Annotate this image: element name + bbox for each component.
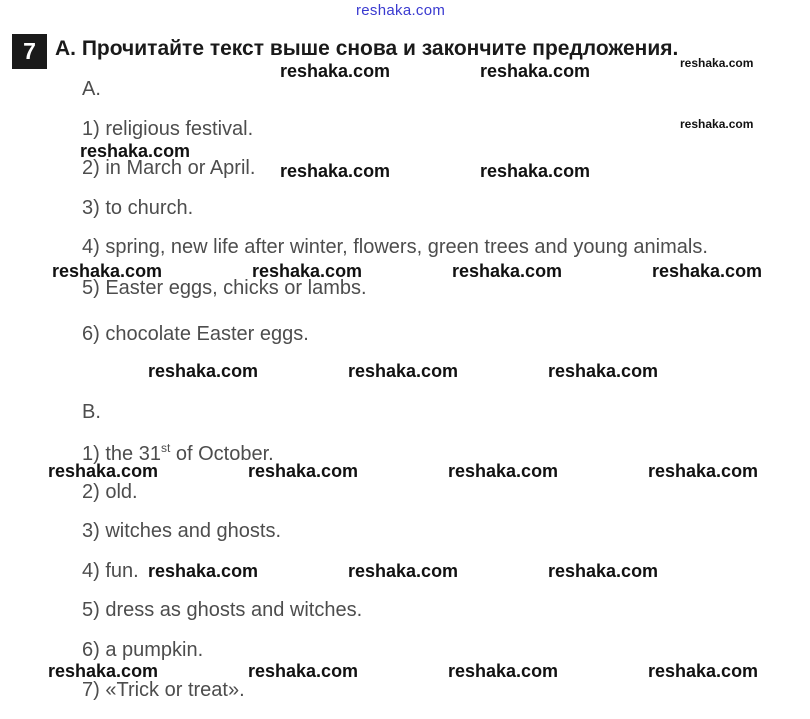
watermark: reshaka.com xyxy=(80,141,191,161)
watermark: reshaka.com xyxy=(448,661,559,681)
watermark: reshaka.com xyxy=(148,361,259,381)
answer-b-1-prefix: 1) the 31 xyxy=(82,443,161,465)
watermark: reshaka.com xyxy=(348,561,459,581)
section-a-label: A. xyxy=(82,78,101,100)
task-heading: A. Прочитайте текст выше снова и закончите предложения. xyxy=(55,37,679,60)
answer-b-5: 5) dress as ghosts and witches. xyxy=(82,599,363,621)
watermark: reshaka.com xyxy=(448,461,559,481)
watermark: reshaka.com xyxy=(48,461,159,481)
watermark: reshaka.com xyxy=(548,561,659,581)
answer-a-6: 6) chocolate Easter eggs. xyxy=(82,323,309,345)
watermark: reshaka.com xyxy=(252,261,363,281)
answer-b-2: 2) old. xyxy=(82,481,138,503)
watermark: reshaka.com xyxy=(480,161,591,181)
answer-a-5: 5) Easter eggs, chicks or lambs. xyxy=(82,277,367,299)
watermark: reshaka.com xyxy=(480,61,591,81)
answer-a-4: 4) spring, new life after winter, flowers, green trees and young animals. xyxy=(82,236,708,258)
watermark: reshaka.com xyxy=(248,661,359,681)
answer-b-1-ordinal: st xyxy=(160,441,171,455)
watermark: reshaka.com xyxy=(648,661,759,681)
answer-b-4: 4) fun. xyxy=(82,560,139,582)
site-url-header: reshaka.com xyxy=(356,2,446,19)
watermark: reshaka.com xyxy=(452,261,563,281)
section-b-label: B. xyxy=(82,401,101,423)
answer-b-3: 3) witches and ghosts. xyxy=(82,520,281,542)
watermark: reshaka.com xyxy=(52,261,163,281)
task-number-badge: 7 xyxy=(12,34,47,69)
watermark: reshaka.com xyxy=(48,661,159,681)
watermark: reshaka.com xyxy=(148,561,259,581)
answer-b-1-suffix: of October. xyxy=(170,443,274,465)
watermark: reshaka.com xyxy=(548,361,659,381)
watermark: reshaka.com xyxy=(648,461,759,481)
watermark: reshaka.com xyxy=(348,361,459,381)
watermark: reshaka.com xyxy=(280,161,391,181)
watermark: reshaka.com xyxy=(280,61,391,81)
answer-a-2: 2) in March or April. xyxy=(82,157,256,179)
watermark: reshaka.com xyxy=(680,56,754,70)
watermark: reshaka.com xyxy=(680,117,754,131)
watermark: reshaka.com xyxy=(652,261,763,281)
watermark: reshaka.com xyxy=(248,461,359,481)
answer-a-3: 3) to church. xyxy=(82,197,194,219)
answer-b-7: 7) «Trick or treat». xyxy=(82,679,245,701)
answer-a-1: 1) religious festival. xyxy=(82,118,254,140)
answer-b-6: 6) a pumpkin. xyxy=(82,639,204,661)
